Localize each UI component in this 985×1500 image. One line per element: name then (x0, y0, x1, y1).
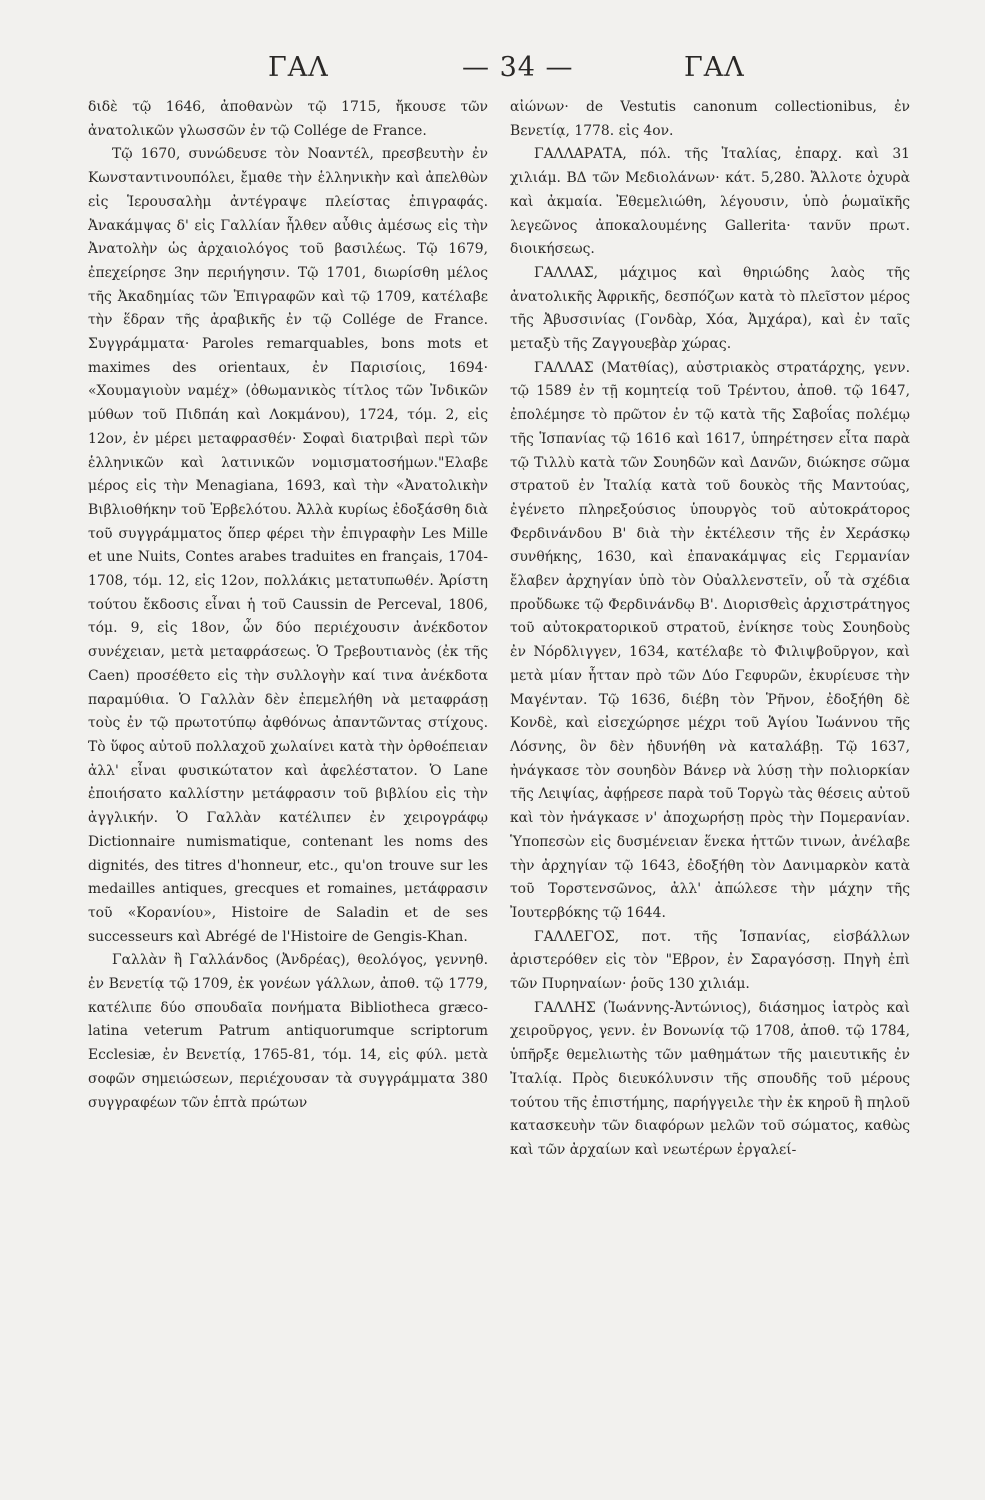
left-column (88, 96, 488, 1115)
entry-gallas-matthias: ΓΑΛΛΑΣ (Ματθίας), αὐστριακὸς στρατάρχης, γενν. τῷ 1589 ἐν τῇ κομητείᾳ τοῦ Τρέντου, ἀποθ. τῷ 1647, ἐπολέμησε τὸ πρῶτον ἐν τῷ κατὰ τῆς Σαβοΐας πολέμῳ τῆς Ἱσπανίας τῷ 1616 καὶ 1617, ὑπηρέτησεν εἶτα παρὰ τῷ Τιλλὺ κατὰ τῶν Σουηδῶν καὶ Δανῶν, διώκησε σῶμα στρατοῦ ἐν Ἰταλίᾳ κατὰ τοῦ δουκὸς τῆς Μαντούας, ἐγένετο πληρεξούσιος ὑπουργὸς τοῦ αὐτοκράτορος Φερδινάνδου Β' διὰ τὴν ἐκτέλεσιν τῆς ἐν Χεράσκῳ συνθήκης, 1630, καὶ ἐπανακάμψας εἰς Γερμανίαν ἔλαβεν ἀρχηγίαν ὑπὸ τὸν Οὐαλλενστεῖν, οὗ τὰ σχέδια προὔδωκε τῷ Φερδινάνδῳ Β'. Διορισθεὶς ἀρχιστράτηγος τοῦ αὐτοκρατορικοῦ στρατοῦ, ἐνίκησε τοὺς Σουηδοὺς ἐν Νόρδλιγγεν, 1634, κατέλαβε τὸ Φιλιψβοῦργον, καὶ μετὰ μίαν ἧτταν πρὸ τῶν Δύο Γεφυρῶν, ἐκυρίευσε τὴν Μαγένταν. Τῷ 1636, διέβη τὸν Ῥῆνον, ἐδοξήθη δὲ Κονδὲ, καὶ εἰσεχώρησε μέχρι τοῦ Ἁγίου Ἰωάννου τῆς Λόσνης, ὃν δὲν ἠδυνήθη νὰ καταλάβῃ. Τῷ 1637, ἠνάγκασε τὸν σουηδὸν Βάνερ νὰ λύσῃ τὴν πολιορκίαν τῆς Λειψίας, ἀφῄρεσε παρὰ τοῦ Τοργὼ τὰς θέσεις αὐτοῦ καὶ τὸν ἠνάγκασε ν' ἀποχωρήσῃ πρὸς τὴν Πομερανίαν. Ὑποπεσὼν εἰς δυσμένειαν ἕνεκα ἡττῶν τινων, ἀνέλαβε τὴν ἀρχηγίαν τῷ 1643, ἐδοξήθη τὸν Δανιμαρκὸν κατὰ τοῦ Τορστενσῶνος, ἀλλ' ἀπώλεσε τὴν μάχην τῆς Ἰουτερβόκης τῷ 1644. (510, 359, 910, 921)
page-header (88, 52, 900, 92)
header-right-guideword: ΓΑΛ (684, 52, 745, 83)
entry-text: Τῷ 1670, συνώδευσε τὸν Νοαντέλ, πρεσβευτὴν ἐν Κωνσταντινουπόλει, ἔμαθε τὴν ἑλληνικὴν καὶ ἀπελθὼν εἰς Ἱερουσαλὴμ ἀντέγραψε πλείστας ἐπιγραφάς. Ἀνακάμψας δ' εἰς Γαλλίαν ἦλθεν αὖθις ἀμέσως εἰς τὴν Ἀνατολὴν ὡς ἀρχαιολόγος τοῦ βασιλέως. Τῷ 1679, ἐπεχείρησε 3ην περιήγησιν. Τῷ 1701, διωρίσθη μέλος τῆς Ἀκαδημίας τῶν Ἐπιγραφῶν καὶ τῷ 1709, κατέλαβε τὴν ἕδραν τῆς ἀραβικῆς ἐν τῷ Collége de France. Συγγράμματα· Paroles remarquables, bons mots et maximes des orientaux, ἐν Παρισίοις, 1694· «Χουμαγιοὺν ναμέχ» (ὀθωμανικὸς τίτλος τῶν Ἰνδικῶν μύθων τοῦ Πιδπάη καὶ Λοκμάνου), 1724, τόμ. 2, εἰς 12ον, ἐν μέρει μεταφρασθέν· Σοφαὶ διατριβαὶ περὶ τῶν ἑλληνικῶν καὶ λατινικῶν νομισματοσήμων."Ελαβε μέρος εἰς τὴν Menagiana, 1693, καὶ τὴν «Ἀνατολικὴν Βιβλιοθήκην τοῦ Ἑρβελότου. Ἀλλὰ κυρίως ἐδοξάσθη διὰ τοῦ συγγράμματος ὅπερ φέρει τὴν ἐπιγραφὴν Les Mille et une Nuits, Contes arabes traduites en français, 1704-1708, τόμ. 12, εἰς 12ον, πολλάκις μετατυπωθέν. Ἀρίστη τούτου ἔκδοσις εἶναι ἡ τοῦ Caussin de Perceval, 1806, τόμ. 9, εἰς 18ον, ὧν δύο περιέχουσιν ἀνέκδοτον συνέχειαν, μετὰ μεταφράσεως. Ὁ Τρεβουτιανὸς (ἐκ τῆς Caen) προσέθετο εἰς τὴν συλλογὴν καί τινα ἀνέκδοτα παραμύθια. Ὁ Γαλλὰν δὲν ἐπεμελήθη νὰ μεταφράσῃ τοὺς ἐν τῷ πρωτοτύπῳ ἀφθόνως ἀπαντῶντας στίχους. Τὸ ὕφος αὐτοῦ πολλαχοῦ χωλαίνει κατὰ τὴν ὀρθοέπειαν ἀλλ' εἶναι φυσικώτατον καὶ ἀφελέστατον. Ὁ Lane ἐποιήσατο καλλίστην μετάφρασιν τοῦ βιβλίου εἰς τὴν ἀγγλικήν. Ὁ Γαλλὰν κατέλιπεν ἐν χειρογράφῳ Dictionnaire numismatique, contenant les noms des dignités, des titres d'honneur, etc., qu'on trouve sur les medailles antiques, grecques et romaines, μετάφρασιν τοῦ «Κορανίου», Histoire de Saladin et de ses successeurs καὶ Abrégé de l'Histoire de Gengis-Khan. (88, 146, 488, 945)
right-column (510, 96, 910, 1163)
page-number: — 34 — (462, 52, 574, 83)
entry-text: αἰώνων· de Vestutis canonum collectionibus, ἐν Βενετίᾳ, 1778. εἰς 4ον. (510, 99, 910, 139)
entry-gallas-people: ΓΑΛΛΑΣ, μάχιμος καὶ θηριώδης λαὸς τῆς ἀνατολικῆς Ἀφρικῆς, δεσπόζων κατὰ τὸ πλεῖστον μέρος τῆς Ἀβυσσινίας (Γονδὰρ, Χόα, Ἀμχάρα), καὶ ἐν ταῖς μεταξὺ τῆς Ζαγγουεβὰρ χώρας. (510, 264, 910, 353)
entry-gallarata: ΓΑΛΛΑΡΑΤΑ, πόλ. τῆς Ἰταλίας, ἐπαρχ. καὶ 31 χιλιάμ. ΒΔ τῶν Μεδιολάνων· κάτ. 5,280. Ἄλλοτε ὀχυρὰ καὶ ἀκμαία. Ἐθεμελιώθη, λέγουσιν, ὑπὸ ῥωμαϊκῆς λεγεῶνος ἀποκαλουμένης Gallerita· τανῦν πρωτ. διοικήσεως. (510, 146, 910, 258)
entry-text: διδὲ τῷ 1646, ἀποθανὼν τῷ 1715, ἤκουσε τῶν ἀνατολικῶν γλωσσῶν ἐν τῷ Collége de France. (88, 99, 488, 139)
entry-text: Γαλλὰν ἢ Γαλλάνδος (Ἀνδρέας), θεολόγος, γεννηθ. ἐν Βενετίᾳ τῷ 1709, ἐκ γονέων γάλλων, ἀποθ. τῷ 1779, κατέλιπε δύο σπουδαῖα πονήματα Bibliotheca græco-latina veterum Patrum antiquorumque scriptorum Ecclesiæ, ἐν Βενετίᾳ, 1765-81, τόμ. 14, εἰς φύλ. μετὰ σοφῶν σημειώσεων, περιέχουσαν τὰ συγγράμματα 380 συγγραφέων τῶν ἑπτὰ πρώτων (88, 952, 488, 1111)
entry-gallis: ΓΑΛΛΗΣ (Ἰωάννης-Ἀντώνιος), διάσημος ἰατρὸς καὶ χειροῦργος, γενν. ἐν Βονωνίᾳ τῷ 1708, ἀποθ. τῷ 1784, ὑπῆρξε θεμελιωτὴς τῶν μαθημάτων τῆς μαιευτικῆς ἐν Ἰταλίᾳ. Πρὸς διευκόλυνσιν τῆς σπουδῆς τοῦ μέρους τούτου τῆς ἐπιστήμης, παρήγγειλε τὴν ἐκ κηροῦ ἢ πηλοῦ κατασκευὴν τῶν διαφόρων μελῶν τοῦ σώματος, καθὼς καὶ τῶν ἀρχαίων καὶ νεωτέρων ἐργαλεί- (510, 999, 910, 1158)
header-left-guideword: ΓΑΛ (268, 52, 329, 83)
entry-gallegos: ΓΑΛΛΕΓΟΣ, ποτ. τῆς Ἱσπανίας, εἰσβάλλων ἀριστερόθεν εἰς τὸν "Εβρον, ἐν Σαραγόσσῃ. Πηγὴ ἐπὶ τῶν Πυρηναίων· ῥοῦς 130 χιλιάμ. (510, 928, 910, 993)
